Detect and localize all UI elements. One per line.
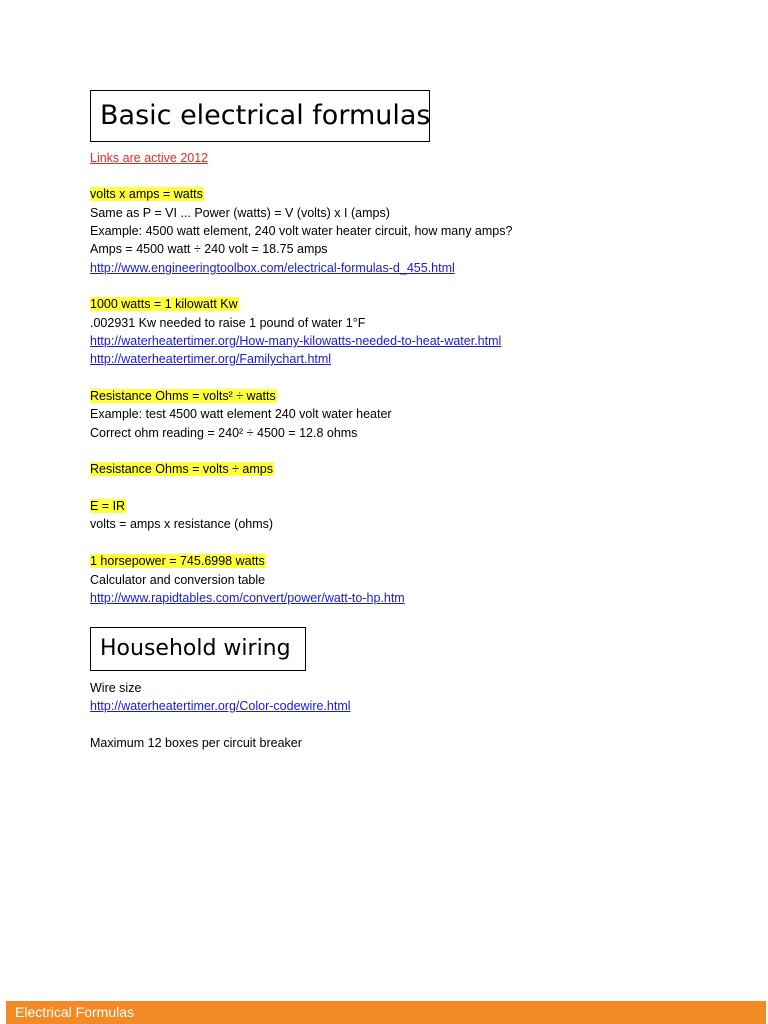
color-codewire-link[interactable]: http://waterheatertimer.org/Color-codewire.html: [90, 699, 351, 713]
watts-line-3: Amps = 4500 watt ÷ 240 volt = 18.75 amps: [90, 242, 328, 256]
resistance-watts-heading-text: Resistance Ohms = volts² ÷ watts: [90, 389, 276, 403]
watts-line-2: Example: 4500 watt element, 240 volt water heater circuit, how many amps?: [90, 224, 513, 238]
horsepower-heading: [90, 553, 266, 570]
horsepower-link-row: [90, 590, 405, 607]
resistance-amps-heading-text: Resistance Ohms = volts ÷ amps: [90, 462, 273, 476]
ohms-law-line-1: volts = amps x resistance (ohms): [90, 517, 274, 531]
watts-line-1: Same as P = VI ... Power (watts) = V (volts) x I (amps): [90, 206, 390, 220]
kilowatt-link-row-2: [90, 351, 331, 368]
rapidtables-link[interactable]: http://www.rapidtables.com/convert/power/watt-to-hp.htm: [90, 591, 405, 605]
kilowatts-needed-link[interactable]: http://waterheatertimer.org/How-many-kilowatts-needed-to-heat-water.html: [90, 334, 502, 348]
footer-title: Electrical Formulas: [15, 1004, 135, 1020]
footer-bar: [6, 1001, 766, 1024]
horsepower-heading-text: 1 horsepower = 745.6998 watts: [90, 554, 265, 568]
resistance-watts-line-2: Correct ohm reading = 240² ÷ 4500 = 12.8 ohms: [90, 426, 358, 440]
watts-link-row: [90, 260, 455, 277]
watts-heading-text: volts x amps = watts: [90, 187, 203, 201]
watts-heading: [90, 186, 204, 203]
ohms-law-heading: [90, 498, 126, 515]
resistance-amps-heading: [90, 461, 274, 478]
wire-size-line: Wire size: [90, 681, 142, 695]
kilowatt-link-row-1: [90, 333, 501, 350]
ohms-law-heading-text: E = IR: [90, 499, 126, 513]
circuit-breaker-line: Maximum 12 boxes per circuit breaker: [90, 736, 302, 750]
kilowatt-heading: [90, 296, 239, 313]
horsepower-line-1: Calculator and conversion table: [90, 573, 266, 587]
engineeringtoolbox-link[interactable]: http://www.engineeringtoolbox.com/electrical-formulas-d_455.html: [90, 261, 455, 275]
page-title: Basic electrical formulas: [90, 90, 430, 142]
resistance-watts-heading: [90, 388, 277, 405]
kilowatt-heading-text: 1000 watts = 1 kilowatt Kw: [90, 297, 238, 311]
familychart-link[interactable]: http://waterheatertimer.org/Familychart.html: [90, 352, 332, 366]
links-active-note: Links are active 2012: [90, 151, 209, 165]
color-codewire-link-row: [90, 698, 351, 715]
resistance-watts-line-1: Example: test 4500 watt element 240 volt water heater: [90, 407, 392, 421]
household-wiring-title: Household wiring: [90, 627, 306, 671]
kilowatt-line-1: .002931 Kw needed to raise 1 pound of water 1°F: [90, 316, 366, 330]
